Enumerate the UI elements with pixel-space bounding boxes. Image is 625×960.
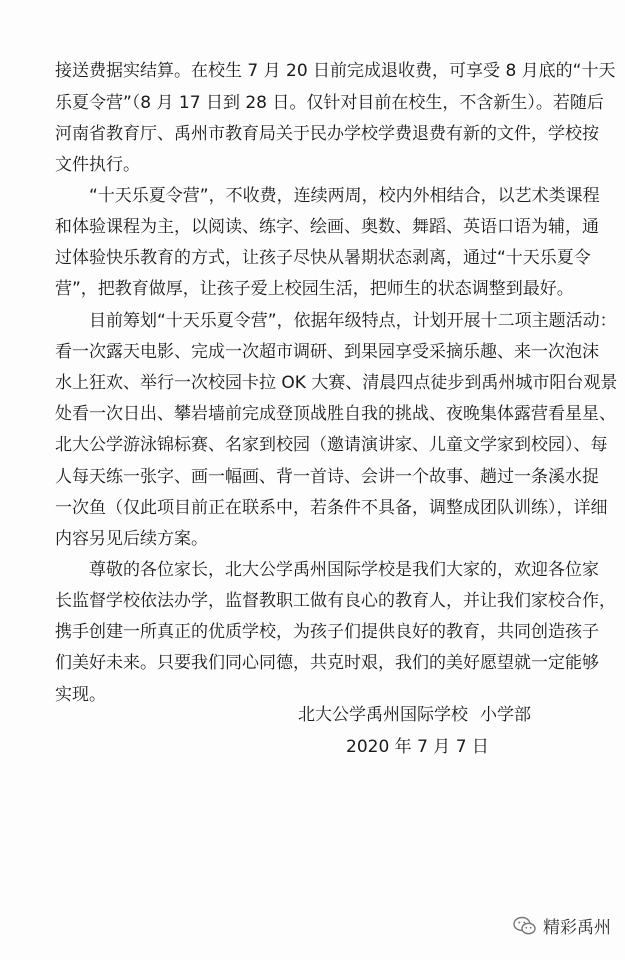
paragraph-line: 北大公学游泳锦标赛、名家到校园（邀请演讲家、儿童文学家到校园）、每 [55,435,608,455]
wechat-icon [513,916,537,936]
paragraph-line: 携手创建一所真正的优质学校，为孩子们提供良好的教育，共同创造孩子 [55,622,599,642]
paragraph-line: 过体验快乐教育的方式，让孩子尽快从暑期状态剥离，通过“十天乐夏令 [55,248,591,268]
paragraph-line: 接送费据实结算。在校生 7 月 20 日前完成退收费，可享受 8 月底的“十天 [55,61,616,81]
paragraph-line: 看一次露天电影、完成一次超市调研、到果园享受采摘乐趣、来一次泡沫 [55,342,599,362]
paragraph-line: 水上狂欢、举行一次校园卡拉 OK 大赛、清晨四点徒步到禹州城市阳台观景 [55,373,618,393]
paragraph-line: 和体验课程为主，以阅读、练字、绘画、奥数、舞蹈、英语口语为辅，通 [55,217,599,237]
paragraph-line: 们美好未来。只要我们同心同德，共克时艰，我们的美好愿望就一定能够 [55,653,599,673]
paragraph-line: 人每天练一张字、画一幅画、背一首诗、会讲一个故事、趟过一条溪水捉 [55,467,599,487]
paragraph-line: 尊敬的各位家长，北大公学禹州国际学校是我们大家的，欢迎各位家 [89,560,599,580]
signature-school: 北大公学禹州国际学校 [298,705,468,725]
paragraph-line: 实现。 [55,685,106,705]
paragraph-line: 乐夏令营”（8 月 17 日到 28 日。仅针对目前在校生，不含新生）。若随后 [55,93,604,113]
paragraph-line: 一次鱼（仅此项目前正在联系中，若条件不具备，调整成团队训练），详细 [55,498,608,518]
paragraph-line: 内容另见后续方案。 [55,529,208,549]
paragraph-line: “十天乐夏令营”，不收费，连续两周，校内外相结合，以艺术类课程 [89,186,600,206]
paragraph-line: 长监督学校依法办学，监督教职工做有良心的教育人，并让我们家校合作， [55,591,616,611]
watermark [513,913,611,938]
paragraph-line: 营”，把教育做厚，让孩子爱上校园生活，把师生的状态调整到最好。 [55,279,574,299]
signature-date: 2020 年 7 月 7 日 [346,737,489,757]
paragraph-line: 文件执行。 [55,155,140,175]
paragraph-line: 目前筹划“十天乐夏令营”，依据年级特点，计划开展十二项主题活动： [89,311,617,331]
signature-department: 小学部 [480,705,531,725]
paragraph-line: 处看一次日出、攀岩墙前完成登顶战胜自我的挑战、夜晚集体露营看星星、 [55,404,616,424]
paragraph-line: 河南省教育厅、禹州市教育局关于民办学校学费退费有新的文件，学校按 [55,124,599,144]
watermark-text: 精彩禹州 [543,918,611,938]
